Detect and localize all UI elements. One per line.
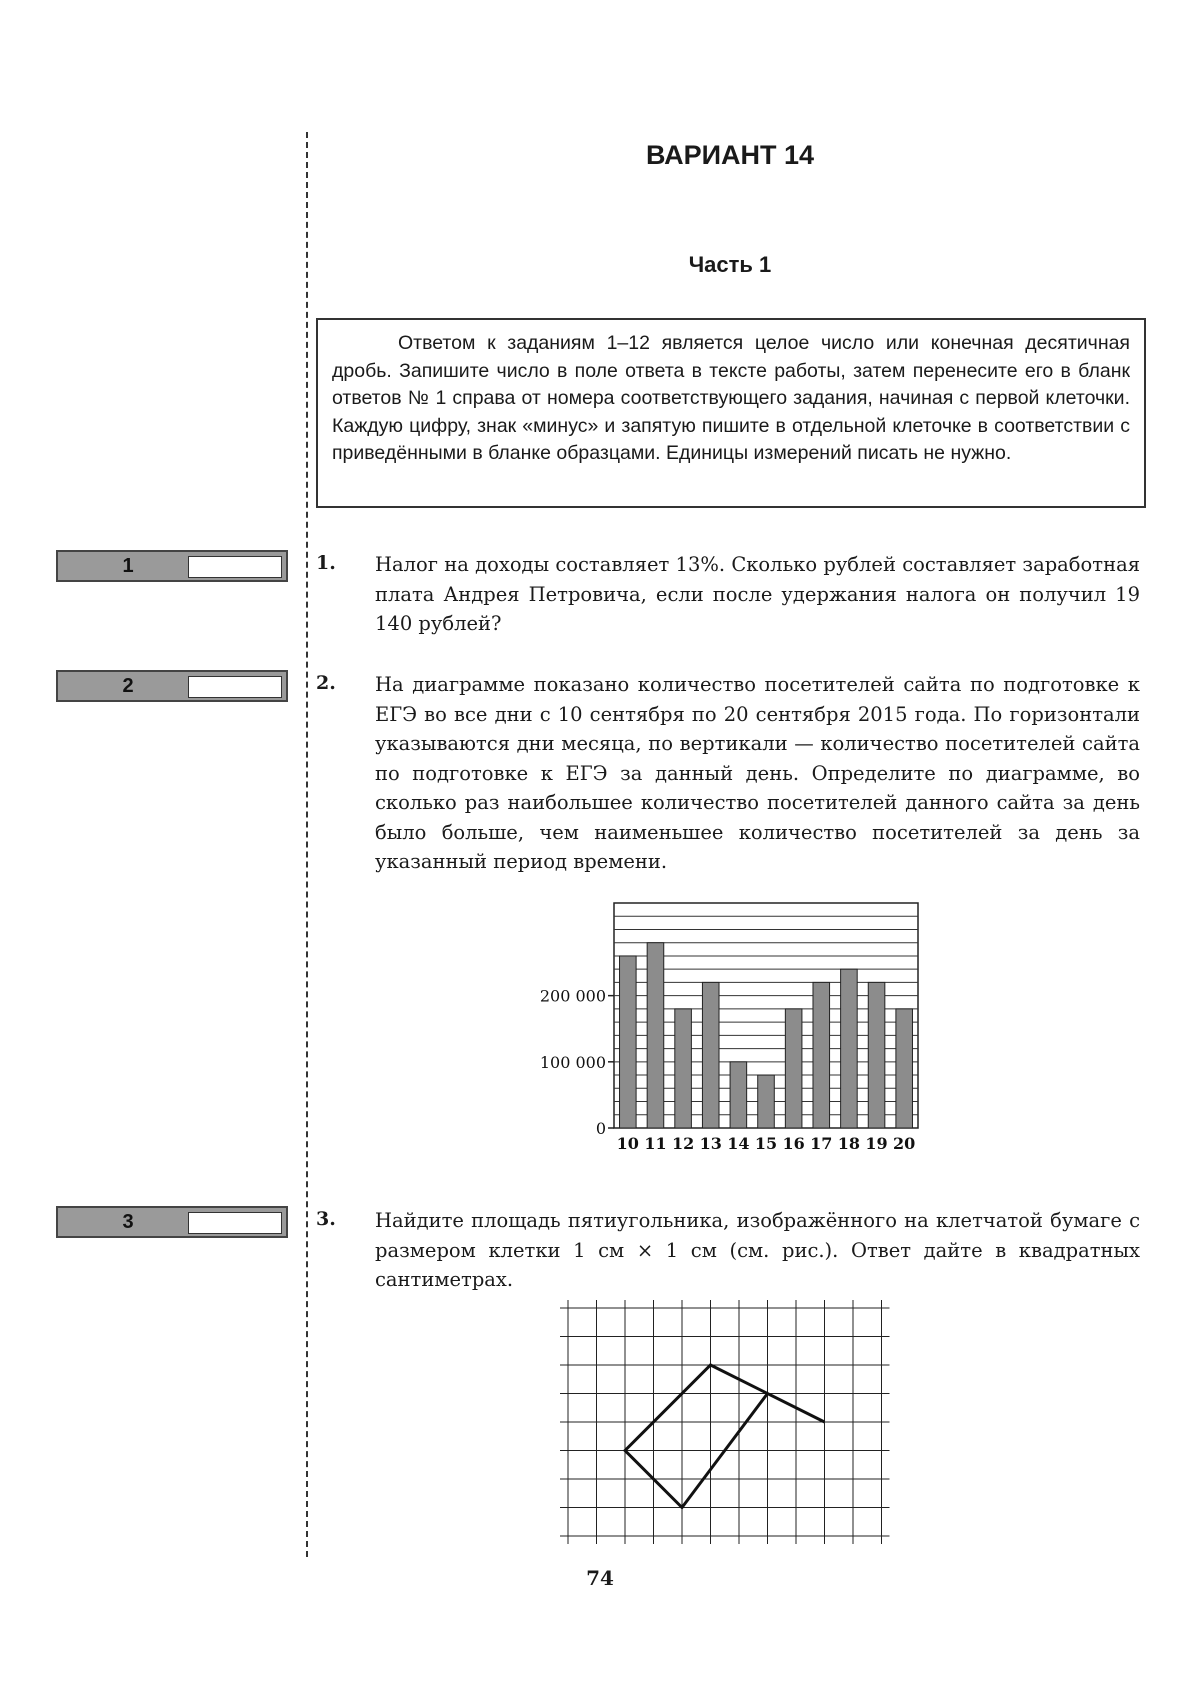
- x-tick-label: 12: [671, 1134, 695, 1153]
- cut-line: [306, 132, 308, 1557]
- y-tick-label: 0: [595, 1119, 606, 1138]
- bar-17: [813, 982, 830, 1128]
- x-tick-label: 18: [837, 1134, 861, 1153]
- page-number: 74: [586, 1566, 614, 1590]
- variant-title: ВАРИАНТ 14: [645, 140, 815, 170]
- y-tick-label: 200 000: [539, 986, 606, 1006]
- y-tick-label: 100 000: [539, 1052, 606, 1072]
- answer-box-1[interactable]: [56, 550, 288, 582]
- bar-13: [702, 982, 719, 1128]
- x-tick-label: 14: [727, 1134, 750, 1153]
- task-1-text: Налог на доходы составляет 13%. Сколько рублей составляет заработная плата Андрея Петровича, если после удержания налога он получил 19 140 рублей?: [375, 553, 1140, 635]
- part-title: Часть 1: [688, 252, 772, 277]
- answer-box-3[interactable]: [56, 1206, 288, 1238]
- bar-15: [758, 1075, 775, 1128]
- x-tick-label: 15: [754, 1134, 778, 1153]
- answer-field[interactable]: [188, 676, 282, 698]
- instruction-box: Ответом к заданиям 1–12 является целое число или конечная десятичная дробь. Запишите число в поле ответа в тексте работы, затем перенесите его в бланк ответов № 1 справа от номера соответствующего задания, начиная с первой клеточки. Каждую цифру, знак «минус» и запятую пишите в отдельной клеточке в соответствии с приведёнными в бланке образцами. Единицы измерений писать не нужно.: [316, 318, 1146, 508]
- task-number: 3.: [316, 1208, 336, 1230]
- x-tick-label: 10: [616, 1134, 639, 1153]
- task-2-text: На диаграмме показано количество посетителей сайта по подготовке к ЕГЭ во все дни с 10 сентября по 20 сентября 2015 года. По горизонтали указываются дни месяца, по вертикали — количество посетителей сайта по подготовке к ЕГЭ за данный день. Определите по диаграмме, во сколько раз наибольшее количество посетителей данного сайта за день было больше, чем наименьшее количество посетителей за день за указанный период времени.: [375, 673, 1140, 873]
- x-tick-label: 16: [782, 1134, 805, 1153]
- answer-field[interactable]: [188, 556, 282, 578]
- bar-16: [785, 1009, 802, 1128]
- x-tick-label: 19: [865, 1134, 888, 1153]
- x-tick-label: 11: [644, 1134, 667, 1153]
- x-tick-label: 17: [810, 1134, 833, 1153]
- task-number: 1.: [316, 552, 336, 574]
- task-number: 2.: [316, 672, 336, 694]
- pentagon-shape: [625, 1365, 825, 1508]
- x-tick-label: 13: [699, 1134, 722, 1153]
- bar-10: [620, 956, 637, 1128]
- answer-box-label: 1: [122, 555, 134, 577]
- bar-18: [841, 969, 858, 1128]
- answer-field[interactable]: [188, 1212, 282, 1234]
- bar-14: [730, 1062, 747, 1128]
- task-3-text: Найдите площадь пятиугольника, изображённого на клетчатой бумаге с размером клетки 1 см × 1 см (см. рис.). Ответ дайте в квадратных сантиметрах.: [375, 1209, 1140, 1291]
- answer-box-label: 2: [122, 675, 134, 697]
- answer-box-2[interactable]: [56, 670, 288, 702]
- bar-11: [647, 943, 664, 1128]
- bar-19: [868, 982, 885, 1128]
- bar-20: [896, 1009, 913, 1128]
- x-tick-label: 20: [893, 1134, 916, 1153]
- bar-12: [675, 1009, 692, 1128]
- pentagon-grid-figure: [560, 1300, 900, 1550]
- visitors-bar-chart: [510, 895, 930, 1170]
- answer-box-label: 3: [122, 1211, 134, 1233]
